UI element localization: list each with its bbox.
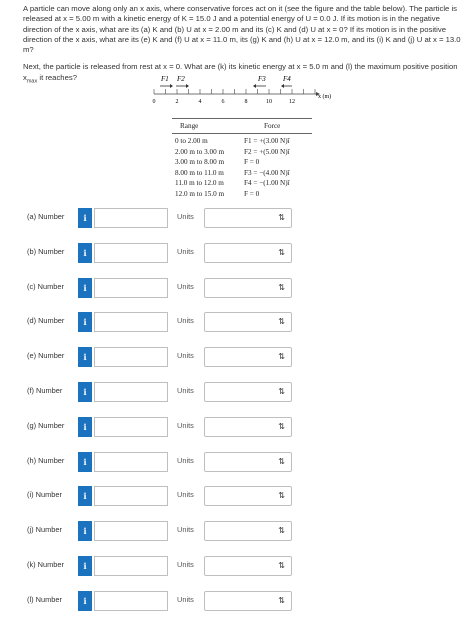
chevron-updown-icon: ⇅ <box>278 595 285 605</box>
table-cell-range: 11.0 m to 12.0 m <box>175 179 224 187</box>
force-range-table <box>172 118 312 203</box>
answer-label: (e) Number <box>27 351 65 361</box>
answer-label: (g) Number <box>27 420 65 430</box>
answer-label: (a) Number <box>27 212 65 221</box>
chevron-updown-icon: ⇅ <box>278 247 285 257</box>
answer-label: (f) Number <box>27 386 63 395</box>
axis-tick-label: 8 <box>244 99 248 105</box>
units-label: Units <box>177 316 194 326</box>
table-header-range: Range <box>180 122 199 130</box>
info-icon[interactable]: i <box>78 556 92 576</box>
number-input[interactable] <box>94 312 168 332</box>
answer-row <box>0 208 474 228</box>
units-select[interactable] <box>204 417 292 437</box>
axis-tick-label: 12 <box>289 99 295 105</box>
chevron-updown-icon: ⇅ <box>278 352 285 362</box>
units-select[interactable] <box>204 208 292 228</box>
units-select[interactable] <box>204 556 292 576</box>
answer-label: (h) Number <box>27 455 65 465</box>
units-label: Units <box>177 490 194 500</box>
force-vector-f2 <box>176 75 189 88</box>
chevron-updown-icon: ⇅ <box>278 387 285 396</box>
units-label: Units <box>177 525 194 535</box>
problem-paragraph-2-text: Next, the particle is released from rest at x = 0. What are (k) its kinetic energy at x = 5.0 m and (l) the maximum positive position x <box>23 62 458 82</box>
chevron-updown-icon: ⇅ <box>278 213 285 222</box>
axis-tick-label: 2 <box>175 99 179 105</box>
answer-label: (k) Number <box>27 560 64 569</box>
force-vector-f3 <box>253 75 266 88</box>
force-label-f1: F1 <box>161 75 169 83</box>
number-input[interactable] <box>94 417 168 437</box>
table-cell-force: F2 = +(5.00 N)î <box>244 147 290 156</box>
xmax-subscript: max <box>26 78 38 85</box>
force-vector-f1 <box>160 75 173 88</box>
info-icon[interactable]: i <box>78 382 92 402</box>
table-cell-force: F = 0 <box>244 158 260 166</box>
axis-tick-label: 10 <box>266 99 272 105</box>
answer-row <box>0 278 474 298</box>
info-icon[interactable]: i <box>78 347 92 367</box>
units-label: Units <box>177 281 194 291</box>
info-icon[interactable]: i <box>78 312 92 332</box>
number-input[interactable] <box>94 591 168 611</box>
units-label: Units <box>177 351 194 361</box>
number-input[interactable] <box>94 521 168 541</box>
answer-label: (c) Number <box>27 281 64 291</box>
units-label: Units <box>177 386 194 395</box>
chevron-updown-icon: ⇅ <box>278 491 285 501</box>
chevron-updown-icon: ⇅ <box>278 526 285 536</box>
axis-tick-label: 0 <box>152 99 156 105</box>
answer-row <box>0 452 474 472</box>
axis-tick-label: 4 <box>198 99 202 105</box>
info-icon[interactable]: i <box>78 486 92 506</box>
answer-row <box>0 417 474 437</box>
answer-row <box>0 243 474 263</box>
problem-paragraph-1: A particle can move along only an x axis, where conservative forces act on it (see the figure and the table below). The particle is released at x = 5.00 m with a kinetic energy of K = 15.0 J and a potential energy of U = 0.0 J. If its motion is in the negative direction of the x axis, what are its (a) K and (b) U at x = 2.00 m and its (c) K and (d) U at x = 0? If its motion is in the positive direction of the x axis, what are its (e) K and (f) U at x = 11.0 m, its (g) K and (h) U at x = 12.0 m, and its (i) K and (j) U at x = 13.0 m? <box>23 4 461 55</box>
number-input[interactable] <box>94 243 168 263</box>
table-cell-force: F3 = −(4.00 N)î <box>244 168 290 177</box>
units-select[interactable] <box>204 591 292 611</box>
table-cell-force: F1 = +(3.00 N)î <box>244 137 290 145</box>
answer-label: (i) Number <box>27 490 62 500</box>
answer-label: (l) Number <box>27 594 62 604</box>
axis-diagram <box>140 72 340 112</box>
chevron-updown-icon: ⇅ <box>278 421 285 431</box>
table-cell-force: F = 0 <box>244 189 260 198</box>
units-label: Units <box>177 246 194 256</box>
info-icon[interactable]: i <box>78 417 92 437</box>
units-label: Units <box>177 594 194 604</box>
table-cell-range: 8.00 m to 11.0 m <box>175 168 224 177</box>
units-select[interactable] <box>204 347 292 367</box>
answer-row <box>0 521 474 541</box>
answer-label: (d) Number <box>27 316 65 326</box>
answer-row <box>0 556 474 576</box>
units-label: Units <box>177 212 194 221</box>
info-icon[interactable]: i <box>78 452 92 472</box>
number-input[interactable] <box>94 278 168 298</box>
force-axis-figure <box>140 72 340 112</box>
info-icon[interactable]: i <box>78 521 92 541</box>
answer-row <box>0 591 474 611</box>
units-select[interactable] <box>204 278 292 298</box>
problem-paragraph-2-end: it reaches? <box>37 72 77 82</box>
table-header-rule <box>172 133 312 134</box>
answer-label: (b) Number <box>27 246 65 256</box>
number-input[interactable] <box>94 347 168 367</box>
force-label-f3: F3 <box>258 75 266 83</box>
units-select[interactable] <box>204 521 292 541</box>
units-select[interactable] <box>204 486 292 506</box>
number-input[interactable] <box>94 452 168 472</box>
table-header-force: Force <box>264 122 281 130</box>
force-label-f4: F4 <box>283 75 291 83</box>
info-icon[interactable]: i <box>78 591 92 611</box>
number-input[interactable] <box>94 382 168 402</box>
units-label: Units <box>177 560 194 569</box>
answer-label: (j) Number <box>27 525 62 535</box>
chevron-updown-icon: ⇅ <box>278 317 285 327</box>
axis-ticks <box>153 89 316 105</box>
number-input[interactable] <box>94 486 168 506</box>
table-cell-range: 0 to 2.00 m <box>175 137 208 145</box>
units-select[interactable] <box>204 452 292 472</box>
units-select[interactable] <box>204 312 292 332</box>
force-vector-f4 <box>281 75 292 88</box>
table-cell-range: 2.00 m to 3.00 m <box>175 147 225 156</box>
units-label: Units <box>177 455 194 465</box>
answer-row <box>0 486 474 506</box>
chevron-updown-icon: ⇅ <box>278 456 285 466</box>
answer-row <box>0 347 474 367</box>
answer-row <box>0 382 474 402</box>
answer-row <box>0 312 474 332</box>
units-select[interactable] <box>204 243 292 263</box>
number-input[interactable] <box>94 208 168 228</box>
force-label-f2: F2 <box>177 75 185 83</box>
units-select[interactable] <box>204 382 292 402</box>
info-icon[interactable]: i <box>78 208 92 228</box>
table-top-rule <box>172 118 312 119</box>
table-cell-range: 12.0 m to 15.0 m <box>175 189 225 198</box>
x-axis-label: x (m) <box>318 94 332 100</box>
units-label: Units <box>177 420 194 430</box>
info-icon[interactable]: i <box>78 278 92 298</box>
table-cell-range: 3.00 m to 8.00 m <box>175 158 225 166</box>
chevron-updown-icon: ⇅ <box>278 282 285 292</box>
axis-tick-label: 6 <box>221 99 225 105</box>
table-cell-force: F4 = −(1.00 N)î <box>244 179 290 187</box>
chevron-updown-icon: ⇅ <box>278 561 285 570</box>
number-input[interactable] <box>94 556 168 576</box>
info-icon[interactable]: i <box>78 243 92 263</box>
